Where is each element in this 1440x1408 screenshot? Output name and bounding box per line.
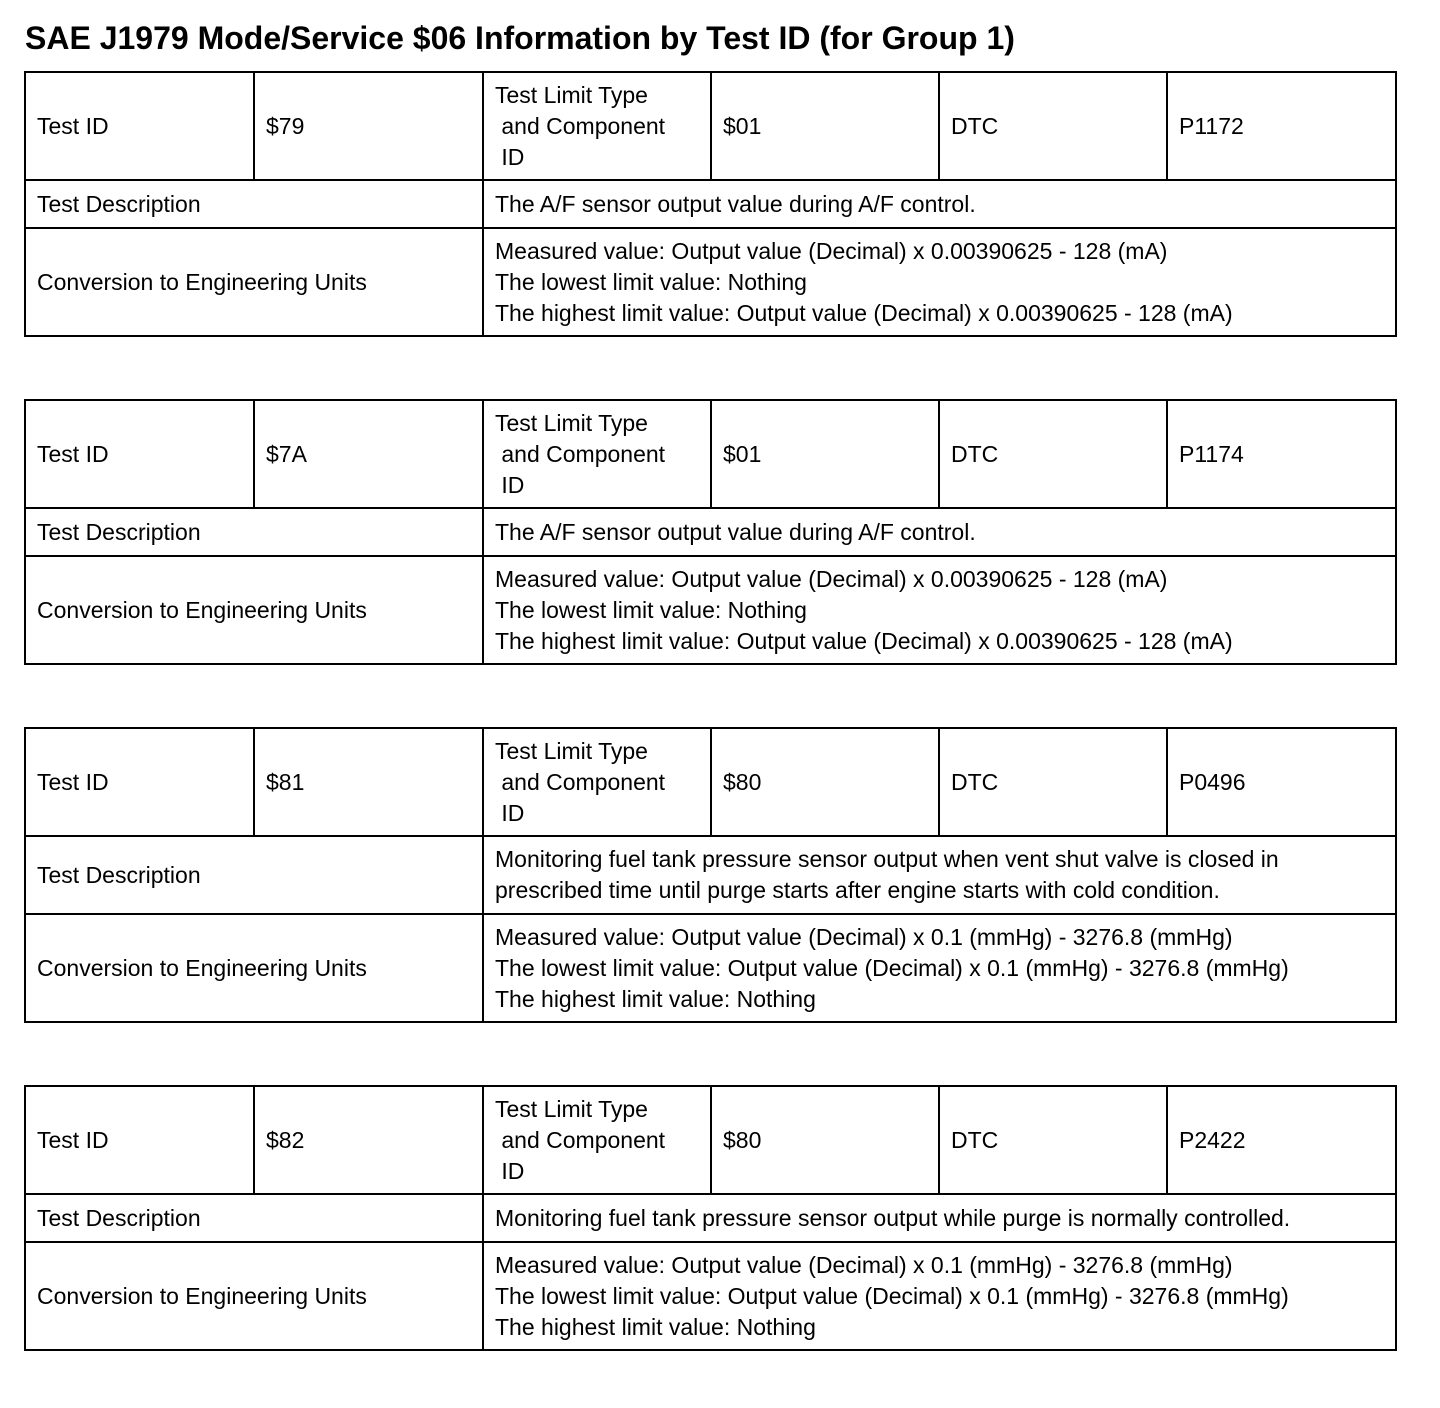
limit-type-label: Test Limit Type and Component ID [483, 72, 711, 180]
test-description-value [483, 508, 1396, 556]
test-description-label: Test Description [25, 180, 483, 228]
limit-type-label: Test Limit Type and Component ID [483, 728, 711, 836]
limit-type-value: $01 [711, 400, 939, 508]
dtc-value: P2422 [1167, 1086, 1396, 1194]
test-id-value: $79 [254, 72, 483, 180]
description-row [25, 1194, 1396, 1242]
conversion-line: Measured value: Output value (Decimal) x 0.00390625 - 128 (mA) [495, 565, 1168, 592]
dtc-value: P1172 [1167, 72, 1396, 180]
conversion-label: Conversion to Engineering Units [25, 556, 483, 664]
test-description-value [483, 180, 1396, 228]
test-id-value: $7A [254, 400, 483, 508]
description-line: prescribed time until purge starts after engine starts with cold condition. [495, 877, 1220, 903]
dtc-value: P1174 [1167, 400, 1396, 508]
conversion-line: The lowest limit value: Output value (Decimal) x 0.1 (mmHg) - 3276.8 (mmHg) [495, 1282, 1289, 1309]
test-description-value [483, 836, 1396, 914]
table-header-row [25, 72, 1396, 180]
conversion-line: The highest limit value: Nothing [495, 1313, 816, 1340]
conversion-line: Measured value: Output value (Decimal) x 0.1 (mmHg) - 3276.8 (mmHg) [495, 923, 1233, 950]
test-id-value: $81 [254, 728, 483, 836]
test-description-label: Test Description [25, 1194, 483, 1242]
conversion-value [483, 556, 1396, 664]
conversion-value [483, 228, 1396, 336]
conversion-line: Measured value: Output value (Decimal) x 0.1 (mmHg) - 3276.8 (mmHg) [495, 1251, 1233, 1278]
limit-type-label: Test Limit Type and Component ID [483, 400, 711, 508]
test-table [24, 727, 1397, 1023]
description-line: Monitoring fuel tank pressure sensor output while purge is normally controlled. [495, 1204, 1291, 1231]
table-header-row [25, 728, 1396, 836]
test-description-label: Test Description [25, 836, 483, 914]
limit-type-value: $80 [711, 1086, 939, 1194]
test-table [24, 399, 1397, 665]
conversion-line: The highest limit value: Output value (Decimal) x 0.00390625 - 128 (mA) [495, 299, 1233, 326]
description-row [25, 508, 1396, 556]
description-line: The A/F sensor output value during A/F control. [495, 518, 976, 545]
dtc-label: DTC [939, 728, 1167, 836]
test-id-label: Test ID [25, 400, 254, 508]
conversion-line: The highest limit value: Output value (Decimal) x 0.00390625 - 128 (mA) [495, 627, 1233, 654]
conversion-line: The lowest limit value: Nothing [495, 596, 807, 623]
conversion-line: The lowest limit value: Nothing [495, 268, 807, 295]
test-description-value [483, 1194, 1396, 1242]
limit-type-value: $80 [711, 728, 939, 836]
table-header-row [25, 400, 1396, 508]
limit-type-label: Test Limit Type and Component ID [483, 1086, 711, 1194]
test-description-label: Test Description [25, 508, 483, 556]
test-id-value: $82 [254, 1086, 483, 1194]
dtc-value: P0496 [1167, 728, 1396, 836]
conversion-label: Conversion to Engineering Units [25, 914, 483, 1022]
test-id-label: Test ID [25, 72, 254, 180]
conversion-value [483, 914, 1396, 1022]
conversion-value [483, 1242, 1396, 1350]
description-row [25, 836, 1396, 914]
conversion-row [25, 228, 1396, 336]
test-id-label: Test ID [25, 728, 254, 836]
conversion-line: The lowest limit value: Output value (Decimal) x 0.1 (mmHg) - 3276.8 (mmHg) [495, 954, 1289, 981]
page-title: SAE J1979 Mode/Service $06 Information by Test ID (for Group 1) [25, 20, 1015, 56]
table-header-row [25, 1086, 1396, 1194]
description-line: The A/F sensor output value during A/F control. [495, 190, 976, 217]
dtc-label: DTC [939, 72, 1167, 180]
dtc-label: DTC [939, 1086, 1167, 1194]
test-id-label: Test ID [25, 1086, 254, 1194]
dtc-label: DTC [939, 400, 1167, 508]
conversion-line: The highest limit value: Nothing [495, 985, 816, 1012]
description-row [25, 180, 1396, 228]
conversion-label: Conversion to Engineering Units [25, 228, 483, 336]
conversion-label: Conversion to Engineering Units [25, 1242, 483, 1350]
conversion-row [25, 1242, 1396, 1350]
conversion-row [25, 556, 1396, 664]
limit-type-value: $01 [711, 72, 939, 180]
description-line: Monitoring fuel tank pressure sensor output when vent shut valve is closed in [495, 846, 1279, 872]
test-table [24, 1085, 1397, 1351]
test-table [24, 71, 1397, 337]
conversion-row [25, 914, 1396, 1022]
conversion-line: Measured value: Output value (Decimal) x 0.00390625 - 128 (mA) [495, 237, 1168, 264]
